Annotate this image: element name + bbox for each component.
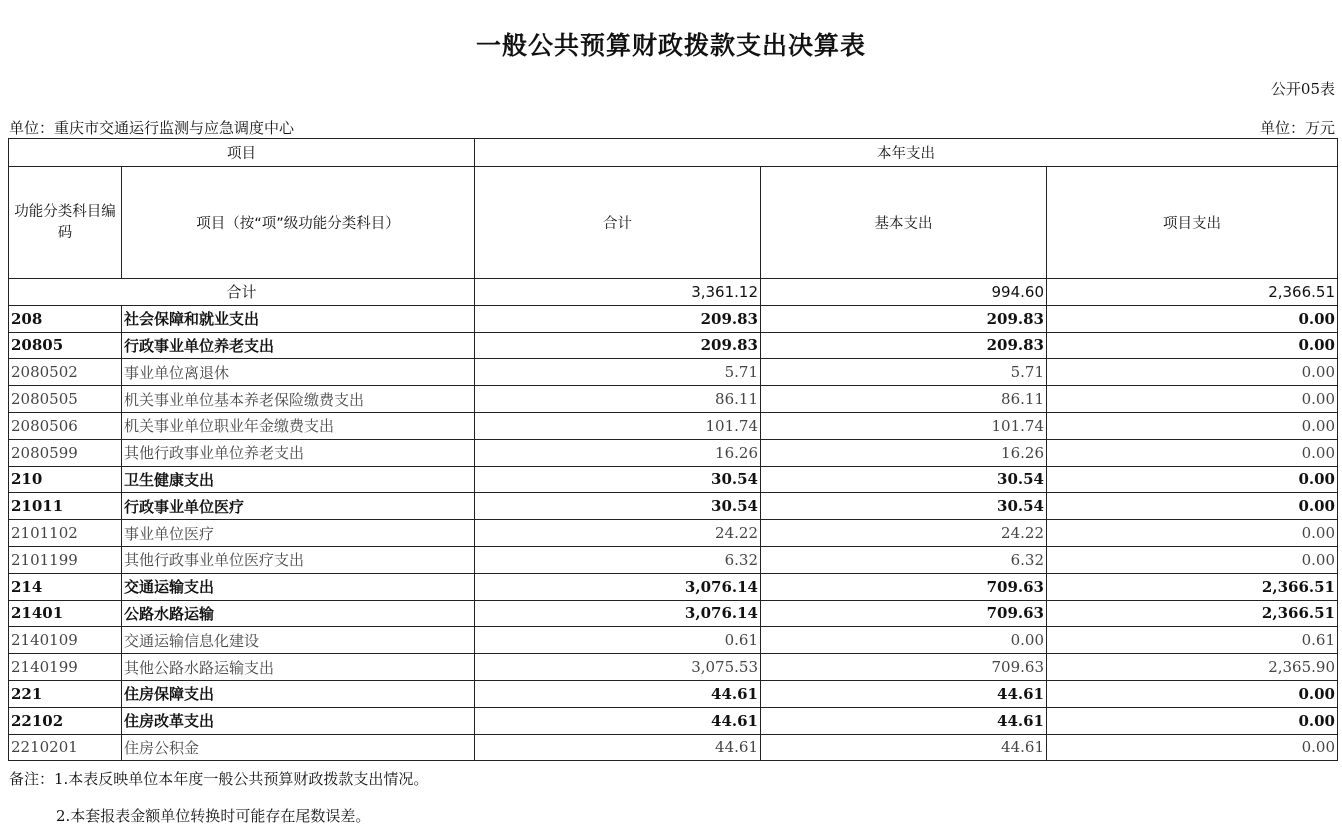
name-cell: 机关事业单位职业年金缴费支出: [122, 412, 475, 439]
total-cell: 30.54: [475, 466, 761, 493]
table-row: [9, 466, 1338, 493]
basic-cell: 709.63: [761, 573, 1047, 600]
code-cell: 2101199: [9, 546, 122, 573]
total-cell: 44.61: [475, 734, 761, 761]
total-cell: 6.32: [475, 546, 761, 573]
project-cell: 0.00: [1047, 386, 1338, 413]
total-basic: 994.60: [761, 279, 1047, 306]
project-cell: 0.00: [1047, 359, 1338, 386]
code-cell: 2140199: [9, 654, 122, 681]
basic-cell: 709.63: [761, 600, 1047, 627]
table-row: [9, 707, 1338, 734]
project-cell: 0.00: [1047, 305, 1338, 332]
name-cell: 机关事业单位基本养老保险缴费支出: [122, 386, 475, 413]
table-row: [9, 680, 1338, 707]
code-cell: 210: [9, 466, 122, 493]
header-code: 功能分类科目编码: [9, 167, 122, 279]
table-row: [9, 386, 1338, 413]
basic-cell: 30.54: [761, 493, 1047, 520]
header-project: 项目: [9, 139, 475, 167]
basic-cell: 709.63: [761, 654, 1047, 681]
table-row: [9, 627, 1338, 654]
project-cell: 0.00: [1047, 680, 1338, 707]
total-cell: 44.61: [475, 707, 761, 734]
total-cell: 30.54: [475, 493, 761, 520]
header-total: 合计: [475, 167, 761, 279]
basic-cell: 16.26: [761, 439, 1047, 466]
total-cell: 5.71: [475, 359, 761, 386]
name-cell: 事业单位医疗: [122, 520, 475, 547]
basic-cell: 44.61: [761, 707, 1047, 734]
basic-cell: 6.32: [761, 546, 1047, 573]
header-project-expense: 项目支出: [1047, 167, 1338, 279]
basic-cell: 44.61: [761, 680, 1047, 707]
header-year-expense: 本年支出: [475, 139, 1338, 167]
code-cell: 21011: [9, 493, 122, 520]
project-cell: 0.00: [1047, 493, 1338, 520]
name-cell: 住房改革支出: [122, 707, 475, 734]
header-name: 项目（按“项”级功能分类科目）: [122, 167, 475, 279]
project-cell: 0.00: [1047, 707, 1338, 734]
table-row: [9, 305, 1338, 332]
note-2: 2.本套报表金额单位转换时可能存在尾数误差。: [56, 807, 371, 825]
table-row: [9, 546, 1338, 573]
table-row: [9, 600, 1338, 627]
code-cell: 21401: [9, 600, 122, 627]
reporting-unit: 单位：重庆市交通运行监测与应急调度中心: [9, 119, 295, 137]
total-cell: 209.83: [475, 305, 761, 332]
basic-cell: 86.11: [761, 386, 1047, 413]
total-cell: 101.74: [475, 412, 761, 439]
code-cell: 2080506: [9, 412, 122, 439]
basic-cell: 209.83: [761, 332, 1047, 359]
total-cell: 44.61: [475, 680, 761, 707]
total-project: 2,366.51: [1047, 279, 1338, 306]
name-cell: 行政事业单位养老支出: [122, 332, 475, 359]
table-row: [9, 573, 1338, 600]
code-cell: 2210201: [9, 734, 122, 761]
code-cell: 2080599: [9, 439, 122, 466]
total-cell: 0.61: [475, 627, 761, 654]
basic-cell: 0.00: [761, 627, 1047, 654]
project-cell: 0.00: [1047, 466, 1338, 493]
basic-cell: 30.54: [761, 466, 1047, 493]
project-cell: 0.61: [1047, 627, 1338, 654]
table-row: [9, 493, 1338, 520]
project-cell: 2,366.51: [1047, 600, 1338, 627]
total-cell: 86.11: [475, 386, 761, 413]
project-cell: 2,366.51: [1047, 573, 1338, 600]
total-cell: 3,076.14: [475, 600, 761, 627]
project-cell: 0.00: [1047, 412, 1338, 439]
table-row: [9, 520, 1338, 547]
name-cell: 其他行政事业单位医疗支出: [122, 546, 475, 573]
code-cell: 214: [9, 573, 122, 600]
name-cell: 卫生健康支出: [122, 466, 475, 493]
name-cell: 住房保障支出: [122, 680, 475, 707]
code-cell: 2080505: [9, 386, 122, 413]
table-row: [9, 412, 1338, 439]
total-cell: 209.83: [475, 332, 761, 359]
basic-cell: 5.71: [761, 359, 1047, 386]
project-cell: 0.00: [1047, 546, 1338, 573]
total-cell: 24.22: [475, 520, 761, 547]
basic-cell: 209.83: [761, 305, 1047, 332]
page-title: 一般公共预算财政拨款支出决算表: [475, 31, 866, 60]
name-cell: 其他公路水路运输支出: [122, 654, 475, 681]
table-row: [9, 654, 1338, 681]
total-cell: 16.26: [475, 439, 761, 466]
total-sum: 3,361.12: [475, 279, 761, 306]
project-cell: 0.00: [1047, 332, 1338, 359]
table-row: [9, 439, 1338, 466]
total-row: [9, 279, 1338, 306]
currency-unit: 单位：万元: [1259, 119, 1335, 137]
code-cell: 221: [9, 680, 122, 707]
table-row: [9, 332, 1338, 359]
code-cell: 208: [9, 305, 122, 332]
total-cell: 3,075.53: [475, 654, 761, 681]
total-cell: 3,076.14: [475, 573, 761, 600]
header-basic: 基本支出: [761, 167, 1047, 279]
code-cell: 2101102: [9, 520, 122, 547]
project-cell: 0.00: [1047, 734, 1338, 761]
project-cell: 2,365.90: [1047, 654, 1338, 681]
code-cell: 20805: [9, 332, 122, 359]
name-cell: 公路水路运输: [122, 600, 475, 627]
basic-cell: 24.22: [761, 520, 1047, 547]
name-cell: 行政事业单位医疗: [122, 493, 475, 520]
table-row: [9, 734, 1338, 761]
basic-cell: 101.74: [761, 412, 1047, 439]
name-cell: 交通运输支出: [122, 573, 475, 600]
name-cell: 其他行政事业单位养老支出: [122, 439, 475, 466]
code-cell: 22102: [9, 707, 122, 734]
note-1: 备注：1.本表反映单位本年度一般公共预算财政拨款支出情况。: [9, 770, 429, 788]
code-cell: 2080502: [9, 359, 122, 386]
project-cell: 0.00: [1047, 439, 1338, 466]
form-number: 公开05表: [1270, 80, 1335, 98]
name-cell: 住房公积金: [122, 734, 475, 761]
total-label: 合计: [9, 279, 475, 306]
name-cell: 事业单位离退休: [122, 359, 475, 386]
name-cell: 交通运输信息化建设: [122, 627, 475, 654]
code-cell: 2140109: [9, 627, 122, 654]
name-cell: 社会保障和就业支出: [122, 305, 475, 332]
project-cell: 0.00: [1047, 520, 1338, 547]
table-row: [9, 359, 1338, 386]
expenditure-table: [8, 138, 1338, 761]
basic-cell: 44.61: [761, 734, 1047, 761]
